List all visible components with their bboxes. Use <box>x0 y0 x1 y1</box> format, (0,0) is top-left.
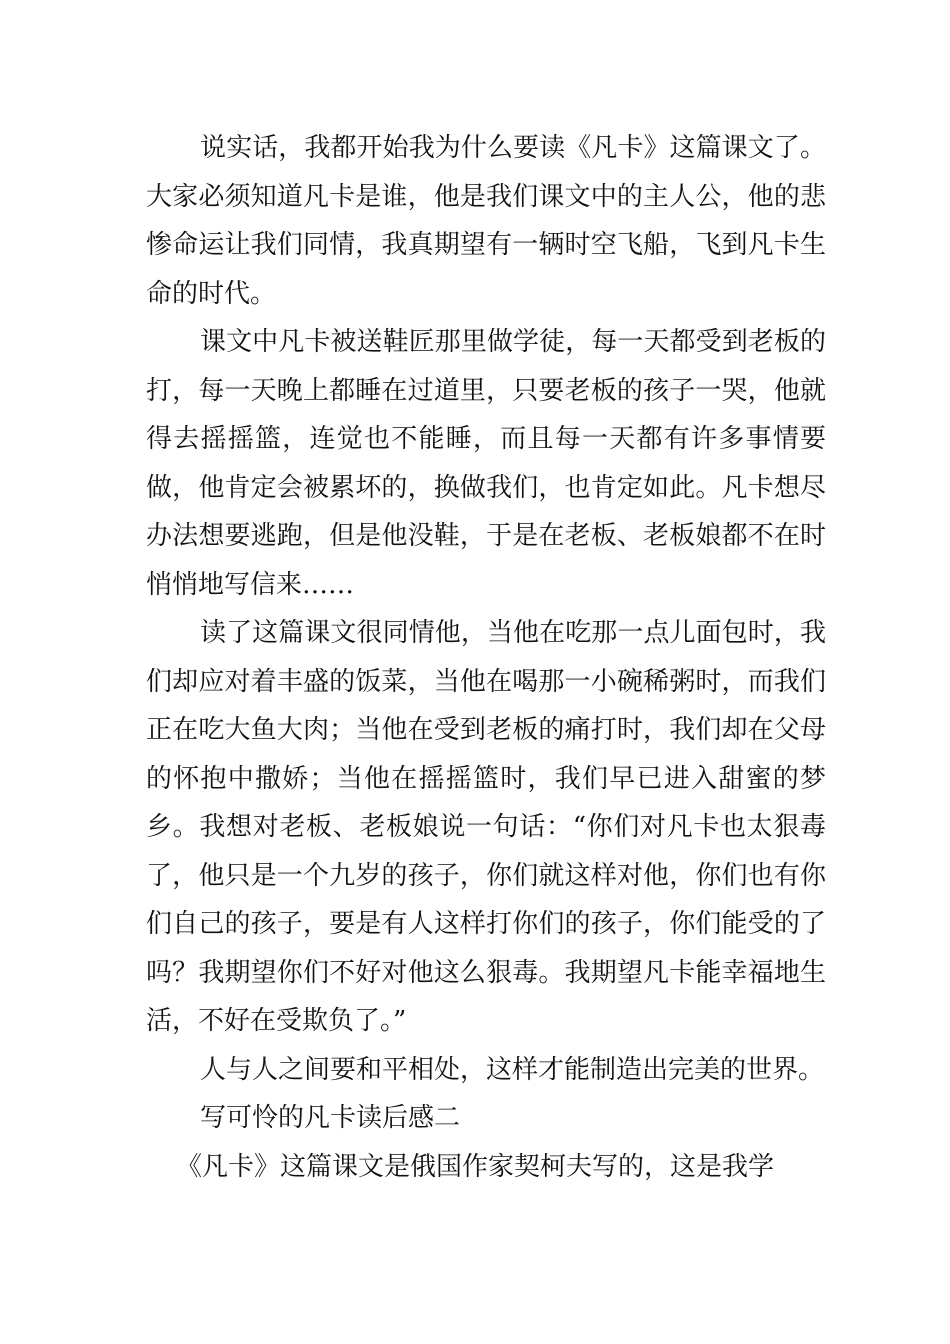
document-body <box>146 124 826 1191</box>
section-heading: 写可怜的凡卡读后感二 <box>200 1103 461 1133</box>
paragraph-4: 人与人之间要和平相处，这样才能制造出完美的世界。 <box>200 1054 825 1085</box>
paragraph-3: 读了这篇课文很同情他，当他在吃那一点儿面包时，我们却应对着丰盛的饭菜，当他在喝那一小碗稀粥时，而我们正在吃大鱼大肉；当他在受到老板的痛打时，我们却在父母的怀抱中撒娇；当他在摇摇篮时，我们早已进入甜蜜的梦乡。我想对老板、老板娘说一句话：“你们对凡卡也太狠毒了，他只是一个九岁的孩子，你们就这样对他，你们也有你们自己的孩子，要是有人这样打你们的孩子，你们能受的了吗？我期望你们不好对他这么狠毒。我期望凡卡能幸福地生活，不好在受欺负了。” <box>146 618 826 1036</box>
paragraph-1: 说实话，我都开始我为什么要读《凡卡》这篇课文了。大家必须知道凡卡是谁，他是我们课文中的主人公，他的悲惨命运让我们同情，我真期望有一辆时空飞船，飞到凡卡生命的时代。 <box>146 133 826 309</box>
paragraph-2: 课文中凡卡被送鞋匠那里做学徒，每一天都受到老板的打，每一天晚上都睡在过道里，只要老板的孩子一哭，他就得去摇摇篮，连觉也不能睡，而且每一天都有许多事情要做，他肯定会被累坏的，换做我们，也肯定如此。凡卡想尽办法想要逃跑，但是他没鞋，于是在老板、老板娘都不在时悄悄地写信来…… <box>146 327 826 600</box>
paragraph-5: 《凡卡》这篇课文是俄国作家契柯夫写的，这是我学 <box>176 1151 775 1182</box>
